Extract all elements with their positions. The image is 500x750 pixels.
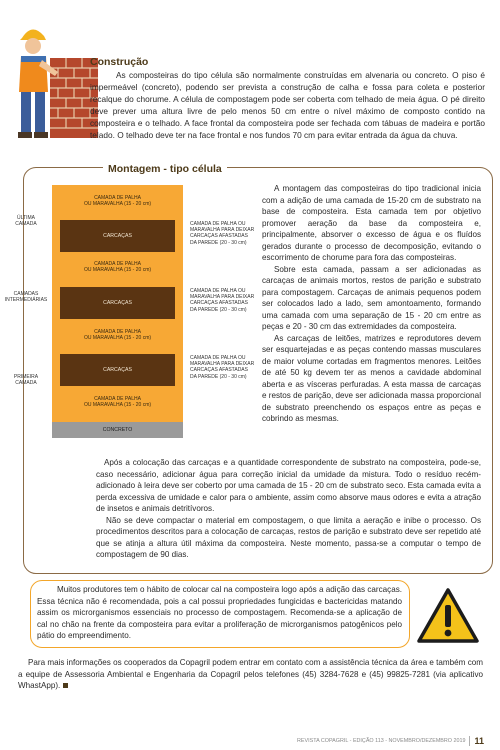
cover-layer-label: CAMADA DE PALHA OU MARAVALHA PARA DEIXAR CARCAÇAS AFASTADAS DA PAREDE (20 - 30 cm) [190,288,255,313]
montagem-text [262,183,481,425]
page-number: 11 [474,736,484,746]
carcass-layer: CARCAÇAS [60,354,175,386]
magazine-edition: REVISTA COPAGRIL - EDIÇÃO 113 - NOVEMBRO/DEZEMBRO 2019 [297,738,466,744]
alert-text: Muitos produtores tem o hábito de colocar cal na composteira logo após a adição das carcaças. Essa técnica não é recomendada, pois a cal possui propriedades fungicidas e bactericidas matando assim os microrganismos essenciais no processo de compostagem. Recomenda-se a aplicação de cal no chão na frente da composteira para evitar a proliferação de microrganismos patogênicos pelo pátio do empreendimento. [37,585,402,640]
carcass-layer: CARCAÇAS [60,287,175,319]
montagem-paragraph: As carcaças de leitões, matrizes e reprodutores devem ser esquartejadas e as peças contendo massas musculares de maior volume cortadas em fragmentos menores. Leitões de até 50 kg devem ter as menos a cavidade abdominal aberta e as vísceras perfuradas. A esta massa de carcaças e restos de parição, deve ser adicionada massa proporcional de substrato preenchendo os espaços entre as peças e cobrindo as mesmas. [262,333,481,423]
montagem-continuation [96,457,481,561]
montagem-paragraph: Sobre esta camada, passam a ser adicionadas as carcaças de animais mortos, restos de parição e substrato para compostagem. Carcaças de animais pequenos podem ser colocados lado a lado, sem amontoamento, formando uma camada com uma separação de 15 - 20 cm entre as peças e 20 - 30 cm das extremidades da composteira. [262,264,481,331]
composting-cell-diagram [52,185,183,438]
footer-divider [469,736,470,746]
construcao-paragraph: As composteiras do tipo célula são normalmente construídas em alvenaria ou concreto. O piso é impermeável (concreto), podendo ser prevista a construção de calha e fossa para coleta e posterior recalque do chorume. A célula de compostagem pode ser coberta com telhado de meia água. O pé direito deve prever uma altura livre de pelo menos 50 cm entre o nível máximo de composto contido na composteira e o telhado. A face frontal da composteira pode ser fechada com tábuas de madeira e portão telado. O telhado deve ter na face frontal e nos fundos 70 cm para evitar entrada da água da chuva. [90,70,485,140]
cover-layer-label: CAMADA DE PALHA OU MARAVALHA PARA DEIXAR CARCAÇAS AFASTADAS DA PAREDE (20 - 30 cm) [190,355,255,380]
montagem-paragraph: A montagem das composteiras do tipo tradicional inicia com a adição de uma camada de 15-20 cm de substrato na base de composteira. Esta camada tem por objetivo promover aeração da base da composteira e, principalmente, absorver o excesso de água e os fluídos gerados durante o processo de decomposição, evitando o escorrimento de chorume para fora das composteiras. [262,184,481,262]
concrete-base: CONCRETO [52,422,183,438]
page-footer [297,736,484,746]
layer-label-bottom: PRIMEIRA CAMADA [13,374,39,387]
section-title-construcao: Construção [90,56,149,68]
end-of-article-mark [63,683,68,688]
straw-layer-label: CAMADA DE PALHA OU MARAVALHA (15 - 20 cm) [83,261,152,274]
straw-layer-label: CAMADA DE PALHA OU MARAVALHA (15 - 20 cm) [83,396,152,409]
carcass-layer: CARCAÇAS [60,220,175,252]
contact-note: Para mais informações os cooperados da Copagril podem entrar em contato com a assistência técnica da área e também com a equipe de Assessoria Ambiental e Engenharia da Copagril pelos telefones (45) 3284-7628 e (45) 99825-7281 (via aplicativo WhastApp). [18,658,483,690]
layer-label-top: ÚLTIMA CAMADA [15,215,37,228]
cover-layer-label: CAMADA DE PALHA OU MARAVALHA PARA DEIXAR CARCAÇAS AFASTADAS DA PAREDE (20 - 30 cm) [190,221,255,246]
montagem-paragraph: Não se deve compactar o material em compostagem, o que limita a aeração e inibe o processo. Os procedimentos descritos para a colocação de carcaças, restos de parição e substrato deve ser repetido até que se atinja a altura útil máxima da composteira. Neste momento, passa-se a computar o tempo de compostagem de 90 dias. [96,515,481,559]
warning-icon [417,588,479,644]
layer-label-middle: CAMADAS INTERMEDIÁRIAS [4,291,48,304]
montagem-paragraph: Após a colocação das carcaças e a quantidade correspondente de substrato na composteira, pode-se, caso necessário, adicionar água para correção inicial da umidade da mistura. Todo o resíduo recém-adicionado à leira deve ser coberto por uma camada de 15 - 20 cm de substrato seco. Esta camada evita a perda excessiva de umidade e calor para o ambiente, assim como absorve maus odores e evita a atração de insetos e animais detritívoros. [96,458,481,513]
section-title-montagem: Montagem - tipo célula [103,163,227,175]
straw-layer-label: CAMADA DE PALHA OU MARAVALHA (15 - 20 cm) [83,329,152,342]
straw-layer-label: CAMADA DE PALHA OU MARAVALHA (15 - 20 cm) [83,195,152,208]
construction-worker-icon [8,20,103,148]
